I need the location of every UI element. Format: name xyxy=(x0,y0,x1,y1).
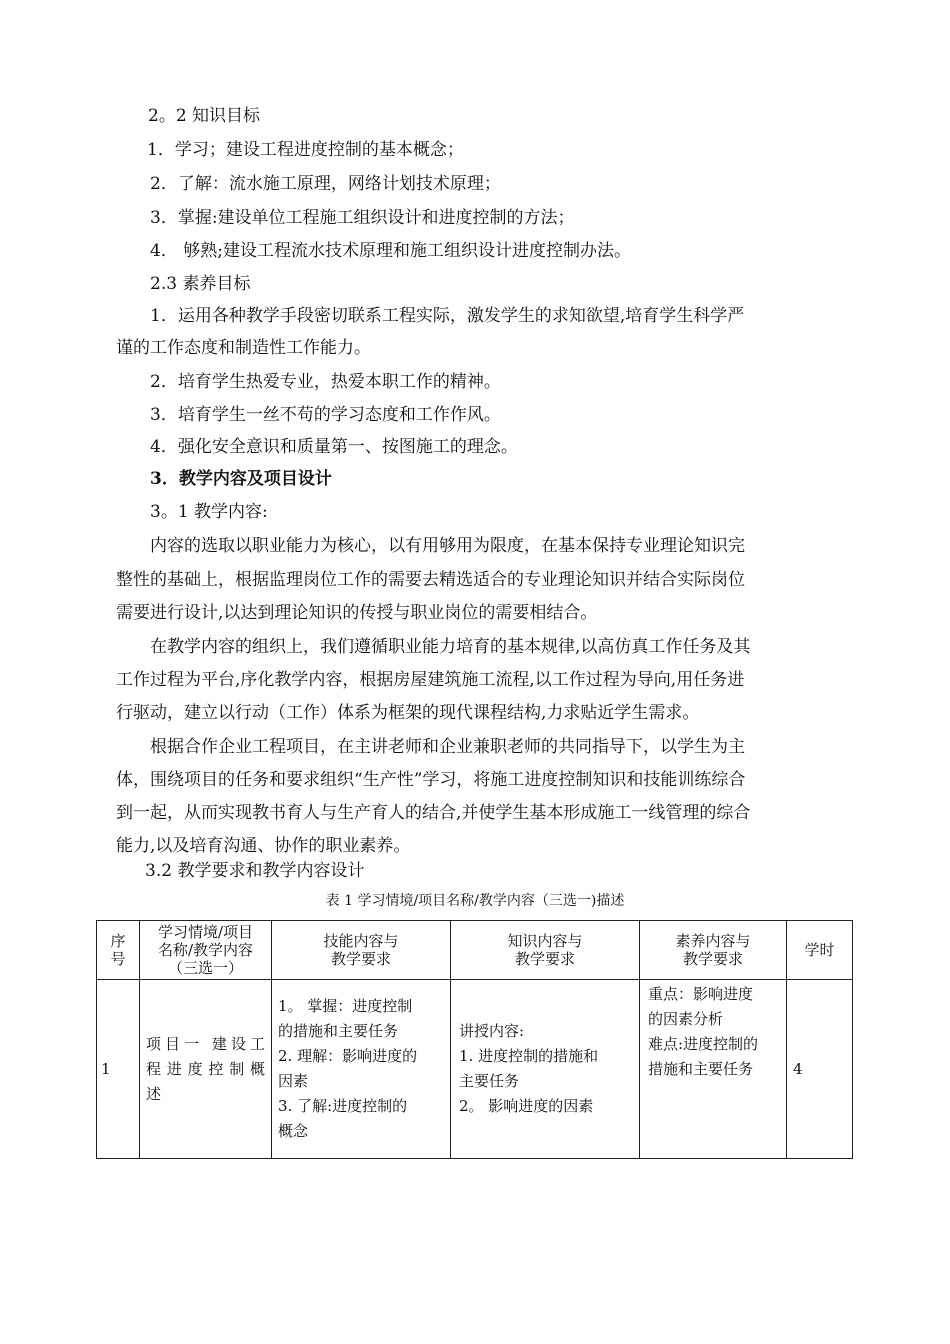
header-seq: 序 号 xyxy=(97,921,140,980)
header-knowledge: 知识内容与 教学要求 xyxy=(451,921,640,980)
quality-goal-1-line-2: 谨的工作态度和制造性工作能力。 xyxy=(116,338,371,358)
paragraph-3-line-1: 根据合作企业工程项目，在主讲老师和企业兼职老师的共同指导下，以学生为主 xyxy=(150,737,745,757)
paragraph-1-line-1: 内容的选取以职业能力为核心，以有用够用为限度，在基本保持专业理论知识完 xyxy=(150,536,745,556)
paragraph-1-line-2: 整性的基础上，根据监理岗位工作的需要去精选适合的专业理论知识并结合实际岗位 xyxy=(116,570,745,590)
paragraph-2-line-2: 工作过程为平台,序化教学内容，根据房屋建筑施工流程,以工作过程为导向,用任务进 xyxy=(116,670,745,690)
quality-goal-3: 3．培育学生一丝不苟的学习态度和工作作风。 xyxy=(150,405,501,425)
row1-name: 项目一 建设工 程进度控制概 述 xyxy=(140,980,272,1159)
paragraph-3-line-2: 体，围绕项目的任务和要求组织“生产性”学习，将施工进度控制知识和技能训练综合 xyxy=(116,770,746,790)
section-2-3-heading: 2.3 素养目标 xyxy=(150,274,251,294)
paragraph-3-line-3: 到一起，从而实现教书育人与生产育人的结合,并使学生基本形成施工一线管理的综合 xyxy=(116,803,751,823)
section-3-1-heading: 3。1 教学内容: xyxy=(150,502,268,522)
row1-knowledge: 讲授内容: 1. 进度控制的措施和 主要任务 2。 影响进度的因素 xyxy=(451,980,640,1159)
header-quality: 素养内容与 教学要求 xyxy=(640,921,787,980)
header-name: 学习情境/项目 名称/教学内容 （三选一） xyxy=(140,921,272,980)
knowledge-goal-1: 1．学习；建设工程进度控制的基本概念； xyxy=(147,140,464,160)
header-hours: 学时 xyxy=(787,921,853,980)
table-caption: 表 1 学习情境/项目名称/教学内容（三选一)描述 xyxy=(325,893,625,909)
quality-goal-4: 4．强化安全意识和质量第一、按图施工的理念。 xyxy=(150,437,518,457)
quality-goal-1-line-1: 1．运用各种教学手段密切联系工程实际，激发学生的求知欲望,培育学生科学严 xyxy=(150,306,745,326)
section-3-2-heading: 3.2 教学要求和教学内容设计 xyxy=(145,861,365,881)
knowledge-goal-3: 3．掌握:建设单位工程施工组织设计和进度控制的方法； xyxy=(150,208,575,228)
quality-goal-2: 2．培育学生热爱专业，热爱本职工作的精神。 xyxy=(150,372,501,392)
knowledge-goal-4: 4． 够熟;建设工程流水技术原理和施工组织设计进度控制办法。 xyxy=(150,241,631,261)
paragraph-1-line-3: 需要进行设计,以达到理论知识的传授与职业岗位的需要相结合。 xyxy=(116,603,598,623)
knowledge-goal-2: 2．了解：流水施工原理，网络计划技术原理； xyxy=(150,174,501,194)
table-header-row xyxy=(97,921,853,980)
section-3-heading: 3．教学内容及项目设计 xyxy=(150,469,332,489)
row1-quality: 重点：影响进度 的因素分析 难点:进度控制的 措施和主要任务 xyxy=(640,980,787,1159)
table-row xyxy=(97,980,853,1159)
content-table xyxy=(96,920,853,1159)
paragraph-2-line-3: 行驱动，建立以行动（工作）体系为框架的现代课程结构,力求贴近学生需求。 xyxy=(116,703,700,723)
row1-seq: 1 xyxy=(97,980,140,1159)
paragraph-3-line-4: 能力,以及培育沟通、协作的职业素养。 xyxy=(116,836,411,856)
row1-skill: 1。 掌握：进度控制 的措施和主要任务 2. 理解：影响进度的 因素 3. 了解:进度控制的 概念 xyxy=(272,980,451,1159)
header-skill: 技能内容与 教学要求 xyxy=(272,921,451,980)
paragraph-2-line-1: 在教学内容的组织上，我们遵循职业能力培育的基本规律,以高仿真工作任务及其 xyxy=(150,637,751,657)
section-2-2-heading: 2。2 知识目标 xyxy=(148,106,261,126)
row1-hours: 4 xyxy=(787,980,853,1159)
